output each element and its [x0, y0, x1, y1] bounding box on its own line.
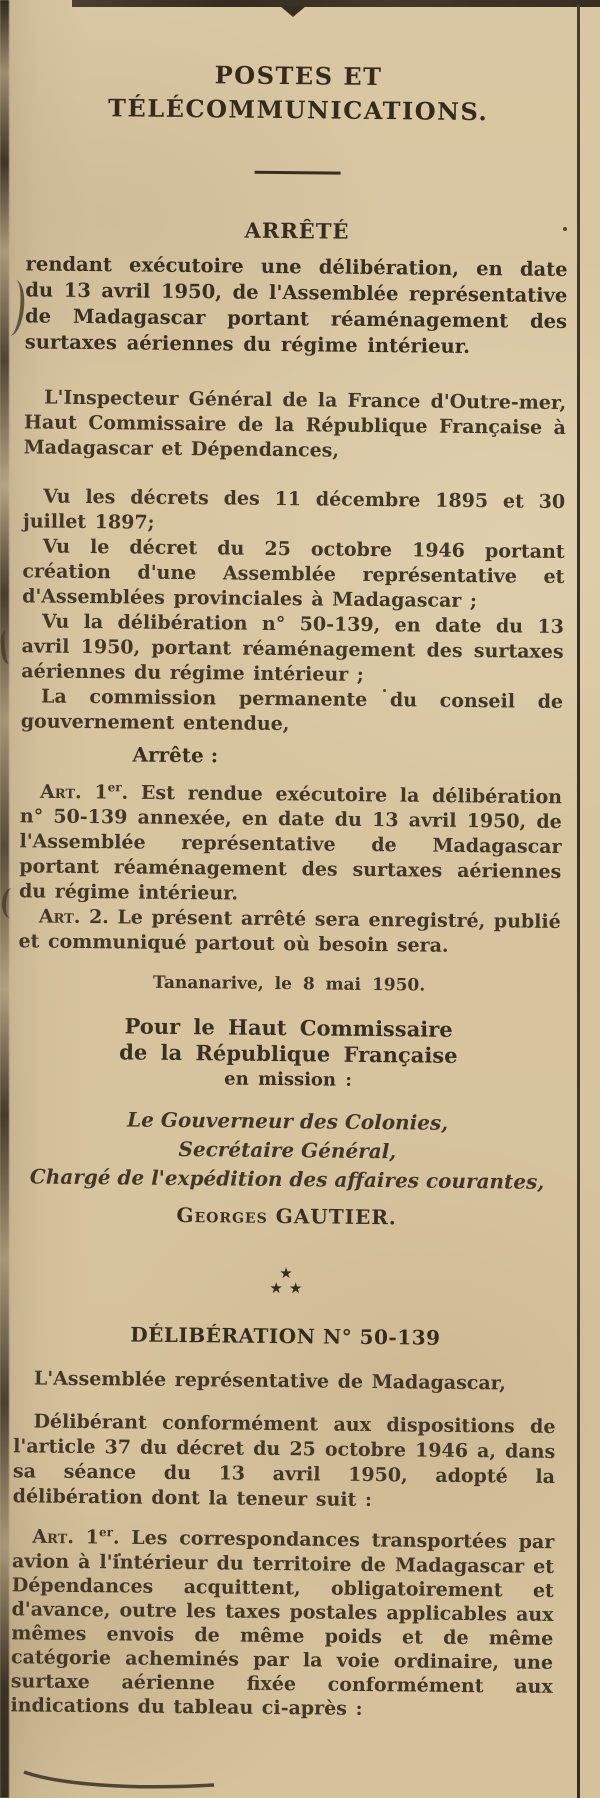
article-text: . Est rendue exécutoire la délibération n° 50-139 annexée, en date du 13 avril 1950, de l'Assemblée représentative de Madagascar portant réaménagement des surtaxes aériennes du régime intérieur.	[18, 781, 563, 905]
arrete-heading: ARRÊTÉ	[244, 217, 350, 244]
enacting-formula: Arrête :	[132, 742, 219, 768]
star-icon: ★	[288, 1279, 309, 1298]
preamble-authority: L'Inspecteur Général de la France d'Outre-mer, Haut Commissaire de la République Française à Madagascar et Dépendances,	[23, 386, 567, 462]
signature-for-line: de la République Française	[119, 1039, 458, 1069]
signature-authority-block	[17, 1013, 560, 1097]
signature-titles-block	[16, 1105, 559, 1198]
signature-title-line: Secrétaire Général,	[178, 1137, 397, 1164]
signature-title-line: Le Gouverneur des Colonies,	[126, 1107, 449, 1136]
deliberation-intro: L'Assemblée représentative de Madagascar,	[33, 1367, 507, 1395]
signature-for-line: en mission :	[224, 1068, 353, 1092]
signatory-name: Georges GAUTIER.	[176, 1203, 397, 1230]
arrete-summary: rendant exécutoire une délibération, en date du 13 avril 1950, de l'Assemblée représentative de Madagascar portant réaménagement des surtaxes aériennes du régime intérieur.	[24, 252, 568, 358]
table-top-rule-curve	[18, 1760, 218, 1798]
article-2	[18, 905, 560, 961]
preamble-vu-2: Vu le décret du 25 octobre 1946 portant création d'une Assemblée représentative et d'Assemblées provinciales à Madagascar ;	[22, 535, 565, 613]
column-divider-rule	[577, 5, 580, 1798]
star-icon: ★	[279, 1264, 293, 1283]
article-number: 2.	[80, 906, 109, 929]
article-ordinal-suffix: er	[107, 780, 122, 795]
dateline: Tananarive, le 8 mai 1950.	[152, 973, 426, 996]
deliberation-article-1	[10, 1520, 554, 1723]
deliberation-recital: Délibérant conformément aux dispositions de l'article 37 du décret du 25 octobre 1946 a, dans sa séance du 13 avril 1950, adopté la délibération dont la teneur suit :	[12, 1410, 556, 1512]
preamble-commission: La commission permanente du conseil de gouvernement entendue,	[20, 685, 564, 736]
star-icon: ★	[269, 1279, 290, 1298]
article-1	[19, 774, 562, 910]
article-text: . Les correspondances transportées par avion à l'intérieur du territoire de Madagascar et Dépendances acquittent, obligatoirement et d'avance, outre les taxes postales applicables aux mêmes envois de même poids et de même catégorie acheminés par la voie ordinaire, une surtaxe aérienne fixée conformément aux indications du tableau ci-après :	[10, 1526, 555, 1720]
article-label: Art.	[39, 780, 82, 804]
asterism-separator	[15, 1264, 557, 1300]
preamble-vu-1: Vu les décrets des 11 décembre 1895 et 30 juillet 1897;	[22, 485, 566, 534]
article-label: Art.	[38, 905, 81, 929]
deliberation-heading: DÉLIBÉRATION N° 50-139	[130, 1322, 441, 1351]
text-column	[10, 0, 570, 1723]
section-title: POSTES ET TÉLÉCOMMUNICATIONS.	[107, 60, 489, 127]
preamble-vu-3: Vu la délibération n° 50-139, en date du 13 avril 1950, portant réaménagement des surtaxes aériennes du régime intérieur ;	[21, 610, 564, 686]
article-number: 1	[81, 781, 108, 804]
article-ordinal-suffix: er	[98, 1525, 114, 1540]
article-label: Art.	[32, 1526, 75, 1549]
signature-title-line: Chargé de l'expédition des affaires courantes,	[29, 1164, 545, 1195]
signature-for-line: Pour le Haut Commissaire	[124, 1013, 453, 1043]
title-underline-rule	[255, 171, 341, 175]
article-text: Le présent arrêté sera enregistré, publié et communiqué partout où besoin sera.	[18, 906, 561, 958]
article-number: 1	[73, 1526, 100, 1549]
